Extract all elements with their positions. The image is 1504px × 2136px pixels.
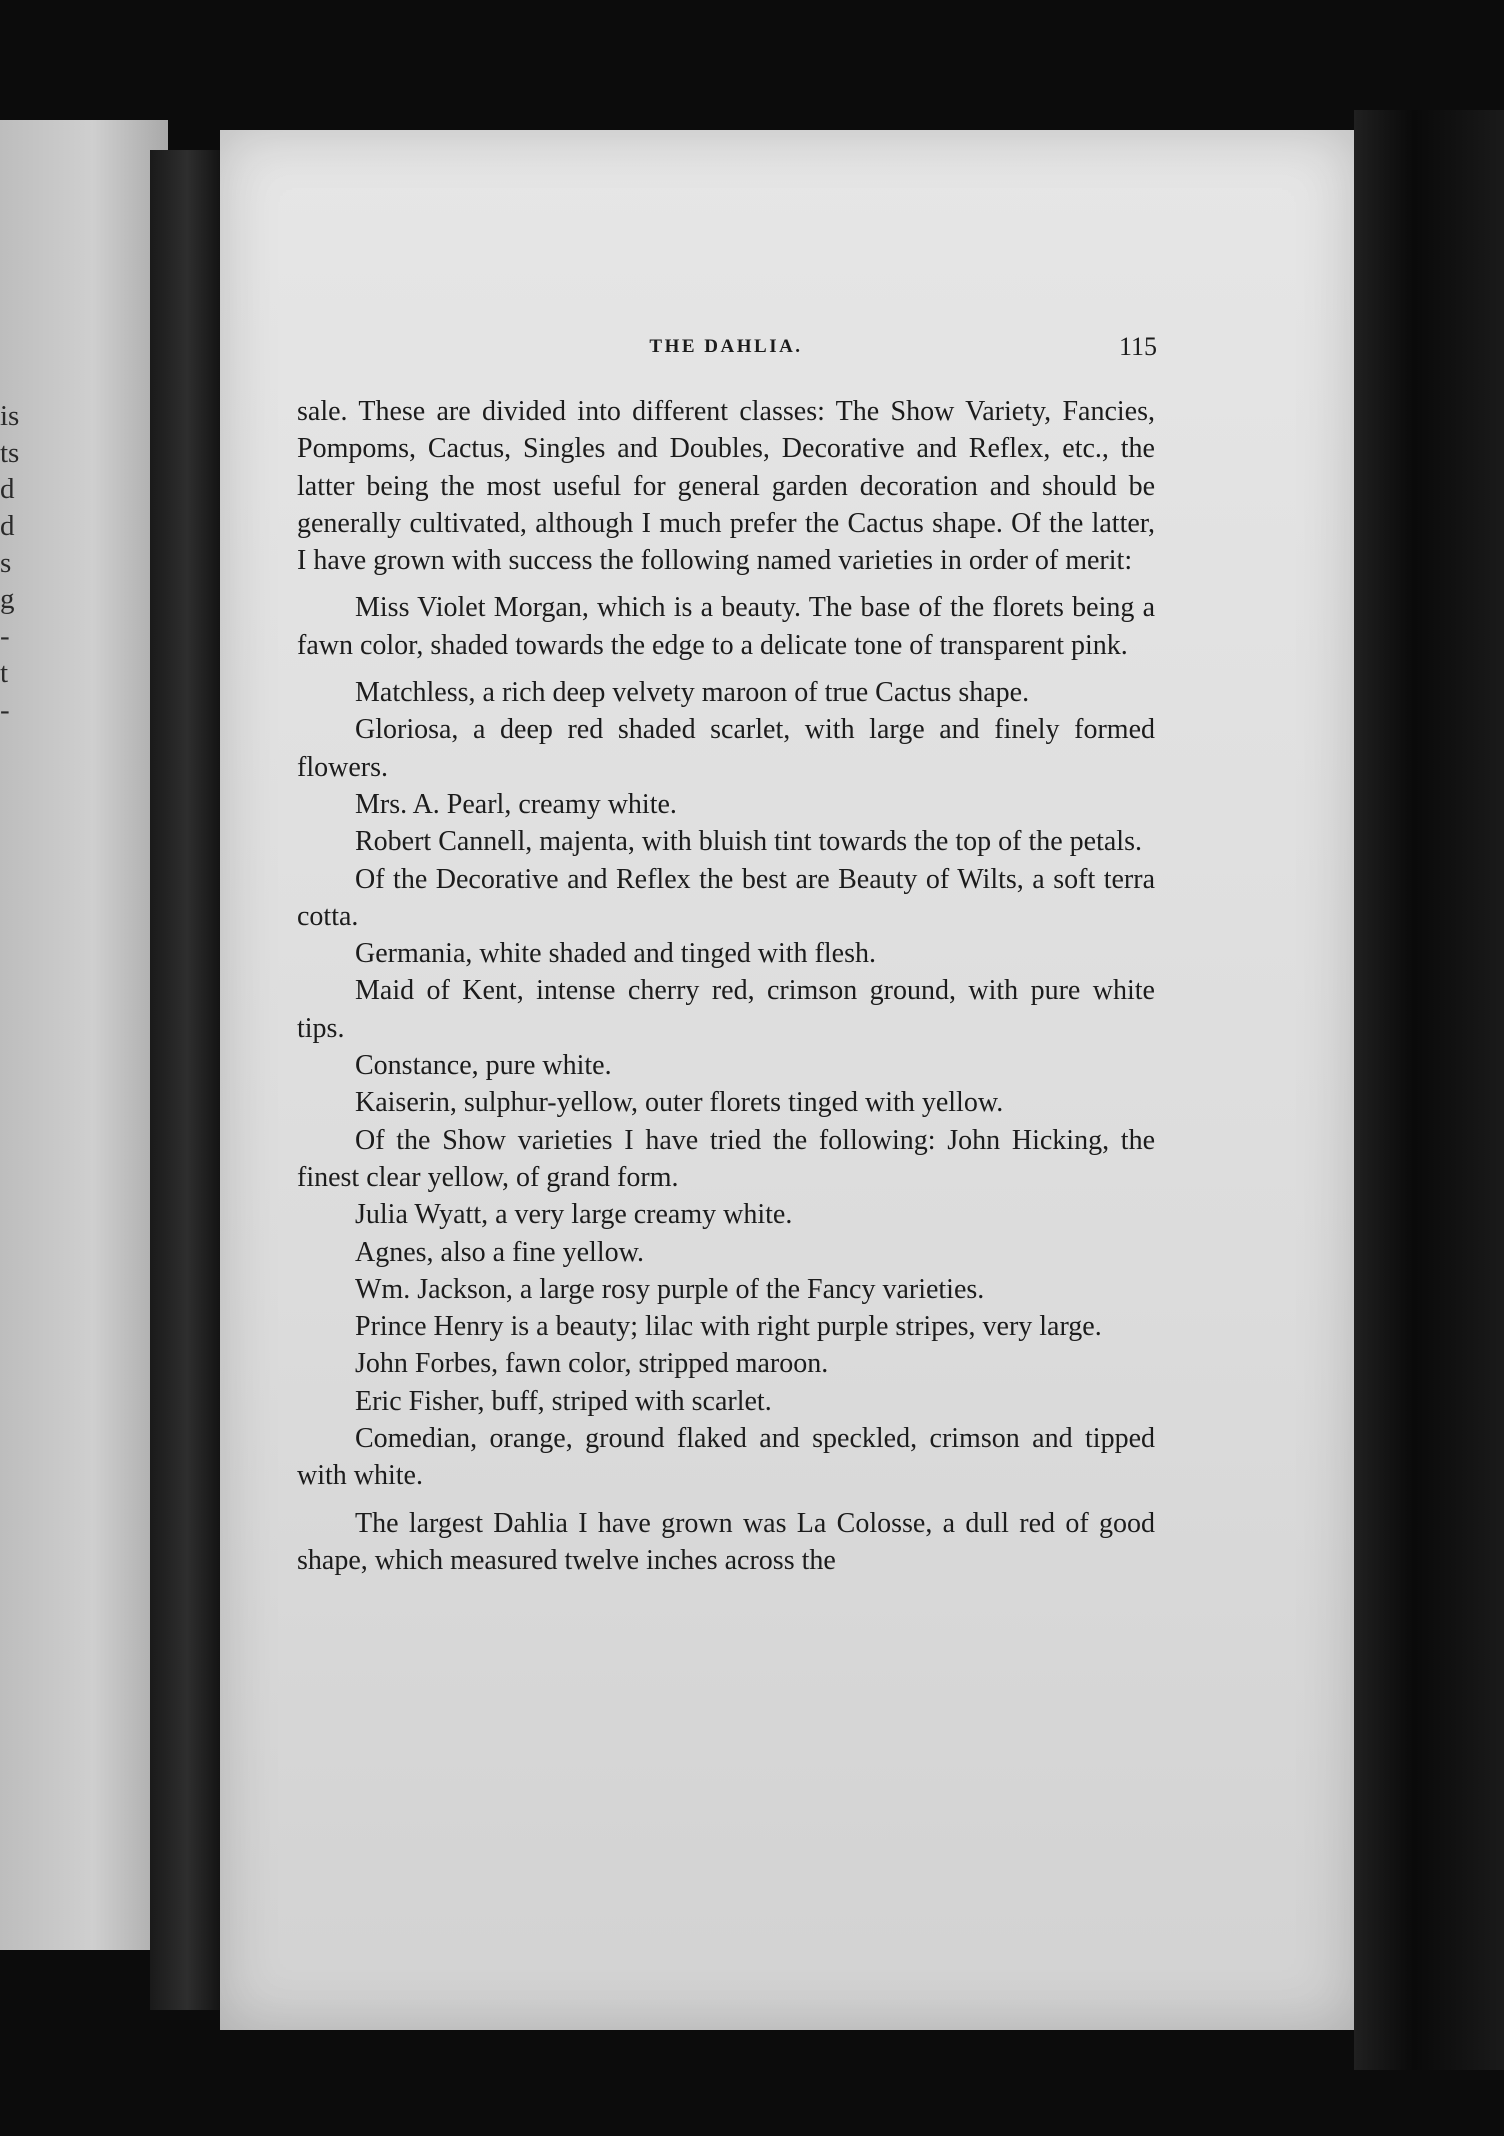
paragraph: The largest Dahlia I have grown was La Colosse, a dull red of good shape, which measured twelve inches across the	[297, 1507, 1155, 1576]
left-fragment: -	[0, 693, 10, 726]
left-fragment: t	[0, 656, 9, 689]
left-page-text-fragments	[0, 398, 26, 728]
paragraph: Comedian, orange, ground flaked and speckled, crimson and tipped with white.	[297, 1423, 1155, 1492]
paragraph: Germania, white shaded and tinged with flesh.	[355, 938, 876, 970]
page-body	[297, 393, 1155, 1579]
paragraph: sale. These are divided into different classes: The Show Variety, Fancies, Pompoms, Cactus, Singles and Doubles, Decorative and Reflex, etc., the latter being the most useful for general garden decoration and should be generally cultivated, although I much prefer the Cactus shape. Of the latter, I have grown with success the following named varieties in order of merit:	[297, 396, 1155, 577]
paragraph: Agnes, also a fine yellow.	[355, 1236, 644, 1268]
paragraph: Prince Henry is a beauty; lilac with right purple stripes, very large.	[355, 1311, 1102, 1343]
running-title: THE DAHLIA.	[649, 336, 803, 357]
paragraph: Constance, pure white.	[355, 1050, 612, 1082]
left-fragment: d	[0, 510, 15, 543]
paragraph: Matchless, a rich deep velvety maroon of true Cactus shape.	[355, 677, 1030, 709]
page-number: 115	[1118, 332, 1157, 361]
paragraph: Julia Wyatt, a very large creamy white.	[355, 1199, 793, 1231]
left-fragment: ts	[0, 436, 20, 469]
paragraph: Wm. Jackson, a large rosy purple of the Fancy varieties.	[355, 1273, 985, 1305]
left-facing-page	[0, 120, 168, 1950]
paragraph: Robert Cannell, majenta, with bluish tint towards the top of the petals.	[355, 826, 1142, 858]
paragraph: Of the Show varieties I have tried the following: John Hicking, the finest clear yellow, of grand form.	[297, 1124, 1155, 1193]
left-fragment: d	[0, 473, 15, 506]
paragraph: Gloriosa, a deep red shaded scarlet, with large and finely formed flowers.	[297, 714, 1155, 783]
left-fragment: g	[0, 583, 15, 616]
paragraph: Of the Decorative and Reflex the best are Beauty of Wilts, a soft terra cotta.	[297, 863, 1155, 932]
paragraph: Kaiserin, sulphur-yellow, outer florets tinged with yellow.	[355, 1087, 1004, 1119]
page-header	[297, 332, 1155, 372]
page-edge-shadow	[1354, 110, 1504, 2070]
left-fragment: is	[0, 400, 20, 432]
book-gutter	[150, 150, 224, 2010]
paragraph: Maid of Kent, intense cherry red, crimson ground, with pure white tips.	[297, 975, 1155, 1044]
paragraph: Miss Violet Morgan, which is a beauty. The base of the florets being a fawn color, shaded towards the edge to a delicate tone of transparent pink.	[297, 592, 1155, 661]
paragraph: Mrs. A. Pearl, creamy white.	[355, 788, 677, 820]
paragraph: Eric Fisher, buff, striped with scarlet.	[355, 1385, 772, 1417]
left-fragment: s	[0, 546, 12, 579]
paragraph: John Forbes, fawn color, stripped maroon.	[355, 1348, 829, 1380]
left-fragment: -	[0, 620, 10, 653]
